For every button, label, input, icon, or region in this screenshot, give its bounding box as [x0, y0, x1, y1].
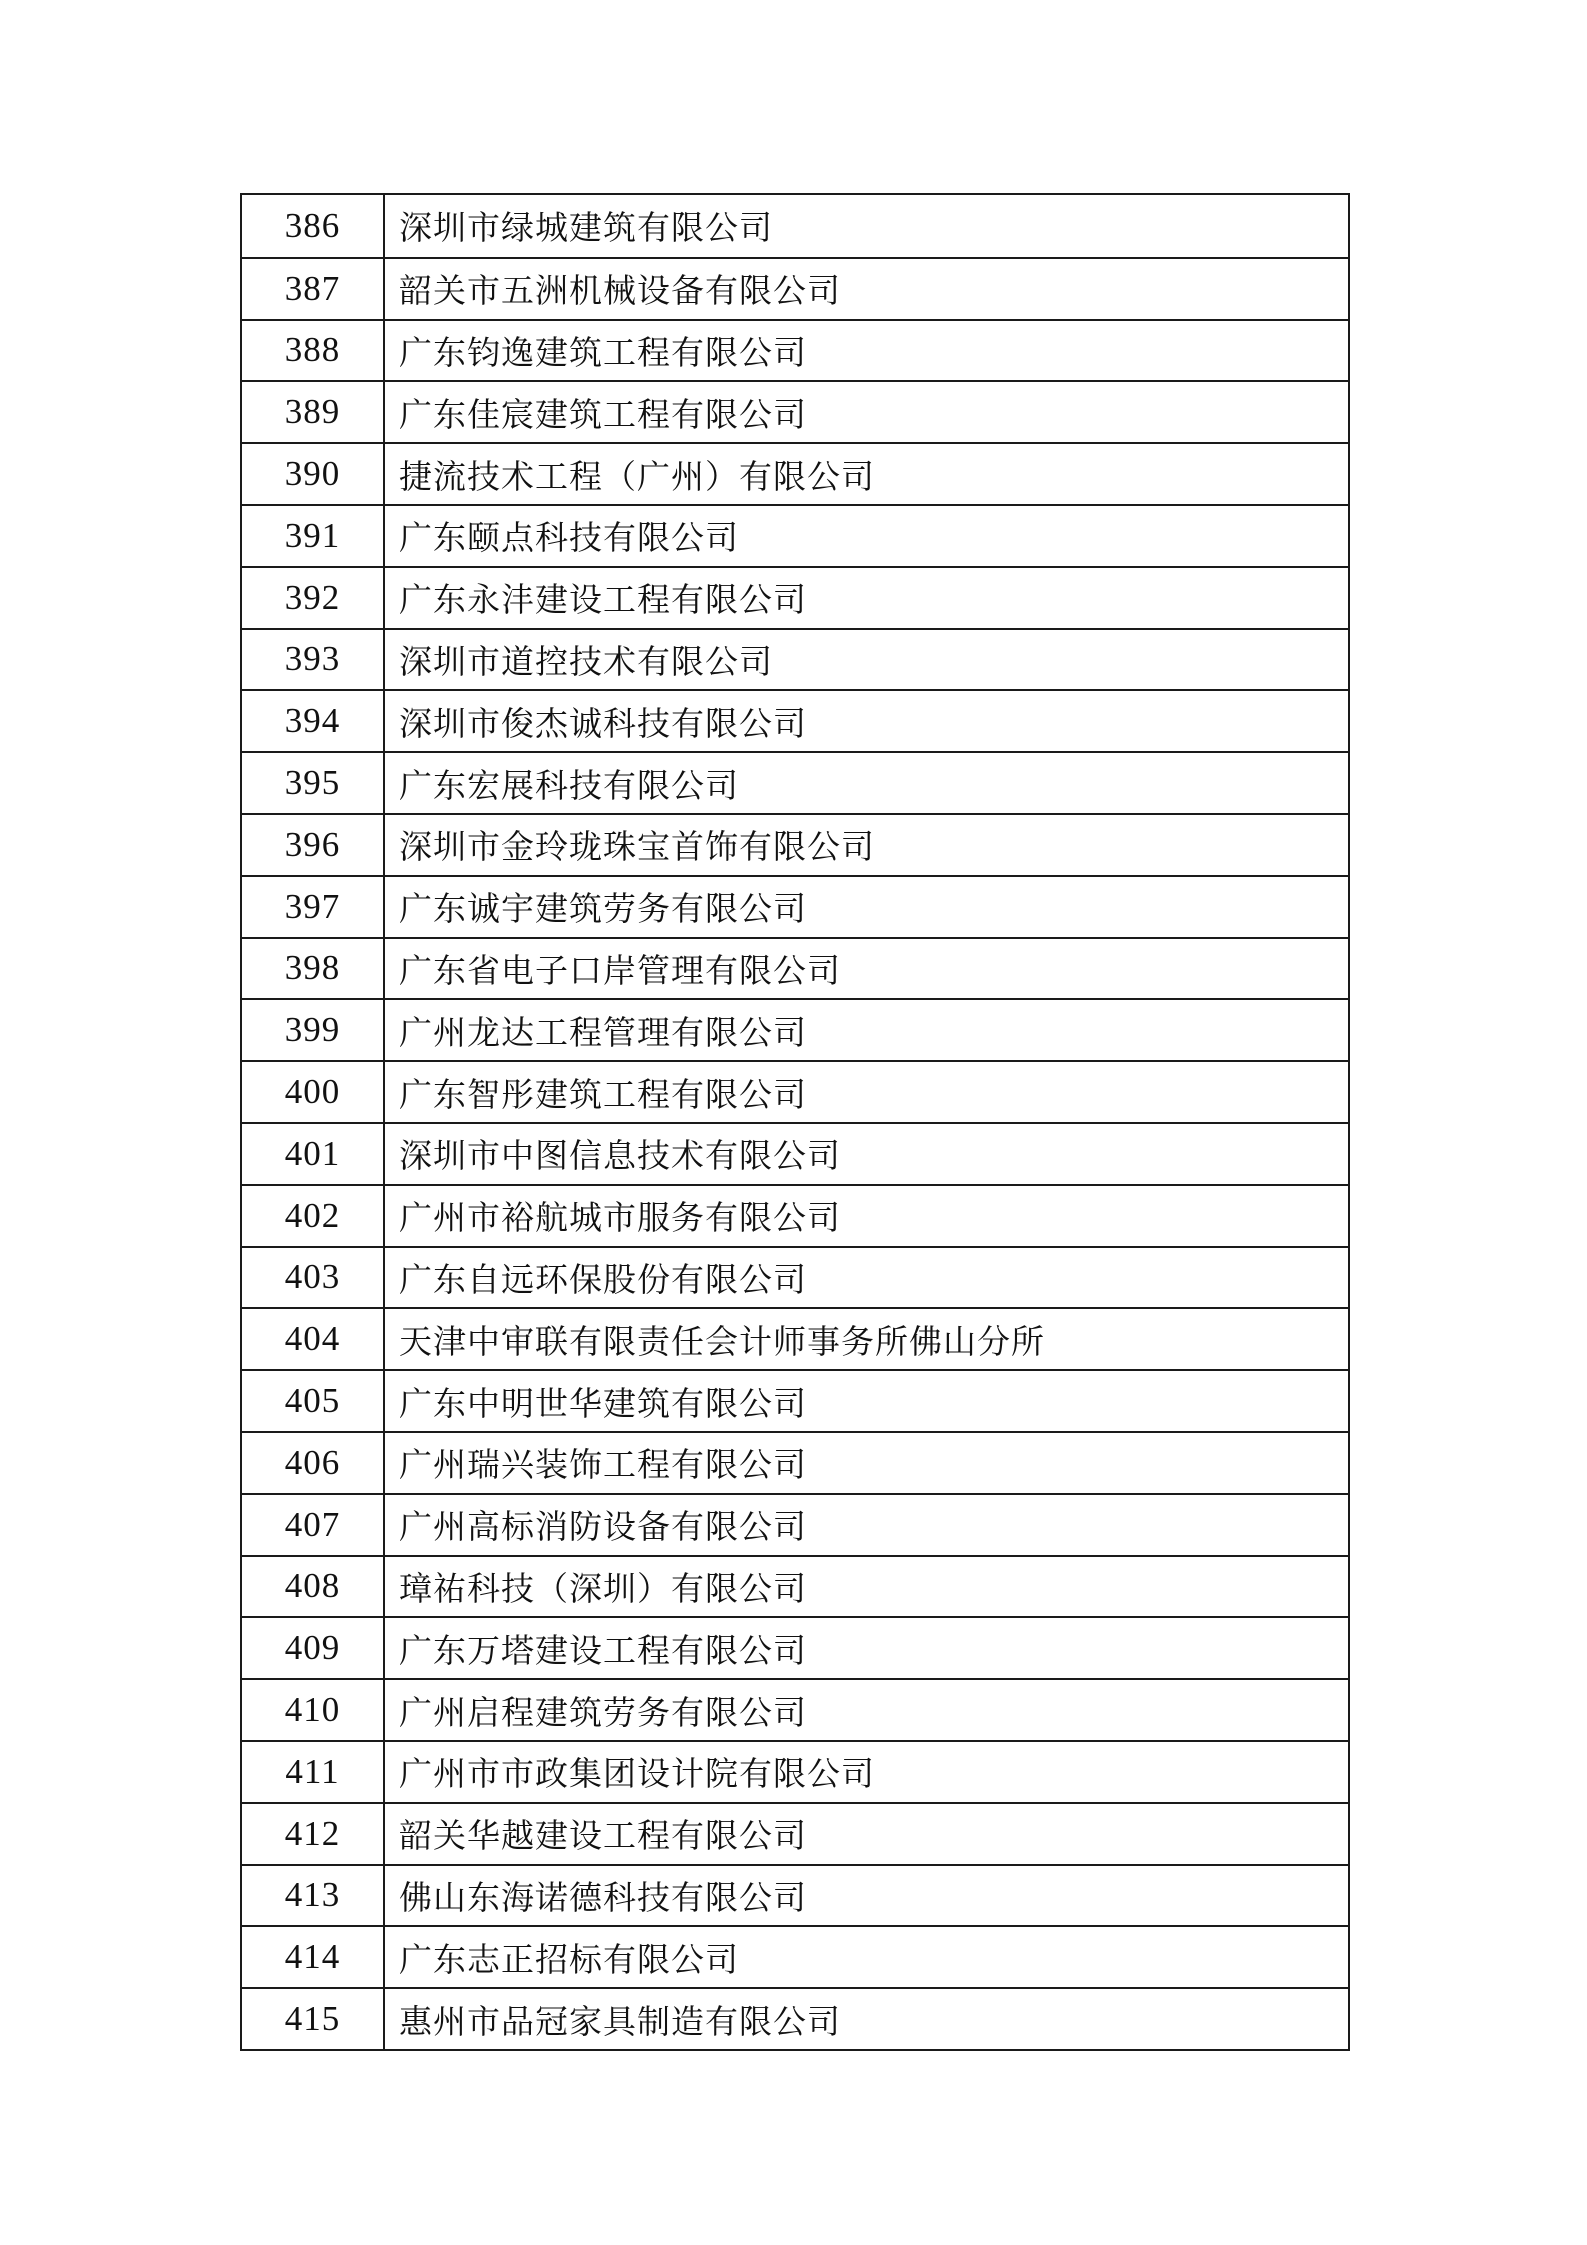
row-number: 407: [242, 1495, 385, 1555]
table-row: [242, 1493, 1348, 1555]
company-name: 广东宏展科技有限公司: [399, 768, 739, 805]
row-number: 397: [242, 877, 385, 937]
row-number: 390: [242, 444, 385, 504]
company-name: 广东自远环保股份有限公司: [399, 1262, 807, 1299]
row-number: 395: [242, 753, 385, 813]
row-number: 394: [242, 691, 385, 751]
company-name: 广东颐点科技有限公司: [399, 521, 739, 558]
company-name: 惠州市品冠家具制造有限公司: [399, 2004, 841, 2041]
row-number: 412: [242, 1804, 385, 1864]
company-name: 深圳市金玲珑珠宝首饰有限公司: [399, 830, 875, 867]
table-row: [242, 504, 1348, 566]
company-name: 广州高标消防设备有限公司: [399, 1510, 807, 1547]
row-number: 401: [242, 1124, 385, 1184]
company-name: 广东佳宸建筑工程有限公司: [399, 397, 807, 434]
row-number: 408: [242, 1557, 385, 1617]
table-row: [242, 257, 1348, 319]
company-name: 广东志正招标有限公司: [399, 1942, 739, 1979]
table-row: [242, 1740, 1348, 1802]
company-name: 广州瑞兴装饰工程有限公司: [399, 1448, 807, 1485]
company-name: 深圳市中图信息技术有限公司: [399, 1139, 841, 1176]
row-number: 409: [242, 1618, 385, 1678]
table-row: [242, 1555, 1348, 1617]
row-number: 391: [242, 506, 385, 566]
row-number: 400: [242, 1062, 385, 1122]
table-row: [242, 1987, 1348, 2049]
company-name: 广东中明世华建筑有限公司: [399, 1386, 807, 1423]
company-name: 广东万塔建设工程有限公司: [399, 1633, 807, 1670]
row-number: 411: [242, 1742, 385, 1802]
table-row: [242, 1616, 1348, 1678]
row-number: 387: [242, 259, 385, 319]
company-name: 璋祐科技（深圳）有限公司: [399, 1571, 807, 1608]
table-row: [242, 937, 1348, 999]
company-name: 广州龙达工程管理有限公司: [399, 1015, 807, 1052]
row-number: 389: [242, 382, 385, 442]
row-number: 414: [242, 1927, 385, 1987]
table-row: [242, 689, 1348, 751]
table-row: [242, 566, 1348, 628]
company-name: 天津中审联有限责任会计师事务所佛山分所: [399, 1324, 1045, 1361]
row-number: 413: [242, 1866, 385, 1926]
company-table: [240, 193, 1350, 2051]
table-row: [242, 442, 1348, 504]
row-number: 399: [242, 1000, 385, 1060]
row-number: 396: [242, 815, 385, 875]
table-row: [242, 1431, 1348, 1493]
row-number: 404: [242, 1309, 385, 1369]
table-row: [242, 1678, 1348, 1740]
table-row: [242, 380, 1348, 442]
table-row: [242, 751, 1348, 813]
table-row: [242, 1925, 1348, 1987]
row-number: 398: [242, 939, 385, 999]
table-row: [242, 195, 1348, 257]
company-name: 捷流技术工程（广州）有限公司: [399, 459, 875, 496]
row-number: 406: [242, 1433, 385, 1493]
table-row: [242, 1307, 1348, 1369]
table-row: [242, 1122, 1348, 1184]
company-name: 广东永沣建设工程有限公司: [399, 583, 807, 620]
row-number: 388: [242, 321, 385, 381]
row-number: 405: [242, 1371, 385, 1431]
table-row: [242, 1246, 1348, 1308]
row-number: 415: [242, 1989, 385, 2049]
company-name: 韶关华越建设工程有限公司: [399, 1819, 807, 1856]
company-name: 佛山东海诺德科技有限公司: [399, 1880, 807, 1917]
company-name: 深圳市绿城建筑有限公司: [399, 211, 773, 248]
company-name: 广东智彤建筑工程有限公司: [399, 1077, 807, 1114]
row-number: 402: [242, 1186, 385, 1246]
company-name: 韶关市五洲机械设备有限公司: [399, 274, 841, 311]
company-name: 广东诚宇建筑劳务有限公司: [399, 892, 807, 929]
table-row: [242, 813, 1348, 875]
company-name: 广州市市政集团设计院有限公司: [399, 1757, 875, 1794]
table-row: [242, 998, 1348, 1060]
row-number: 403: [242, 1248, 385, 1308]
company-name: 深圳市道控技术有限公司: [399, 644, 773, 681]
table-row: [242, 319, 1348, 381]
company-name: 深圳市俊杰诚科技有限公司: [399, 706, 807, 743]
company-name: 广东钧逸建筑工程有限公司: [399, 335, 807, 372]
row-number: 410: [242, 1680, 385, 1740]
row-number: 386: [242, 195, 385, 257]
company-name: 广东省电子口岸管理有限公司: [399, 953, 841, 990]
company-name: 广州启程建筑劳务有限公司: [399, 1695, 807, 1732]
table-row: [242, 1369, 1348, 1431]
table-row: [242, 875, 1348, 937]
table-row: [242, 628, 1348, 690]
company-name: 广州市裕航城市服务有限公司: [399, 1201, 841, 1238]
table-row: [242, 1060, 1348, 1122]
row-number: 393: [242, 630, 385, 690]
row-number: 392: [242, 568, 385, 628]
table-row: [242, 1184, 1348, 1246]
table-row: [242, 1802, 1348, 1864]
table-row: [242, 1864, 1348, 1926]
